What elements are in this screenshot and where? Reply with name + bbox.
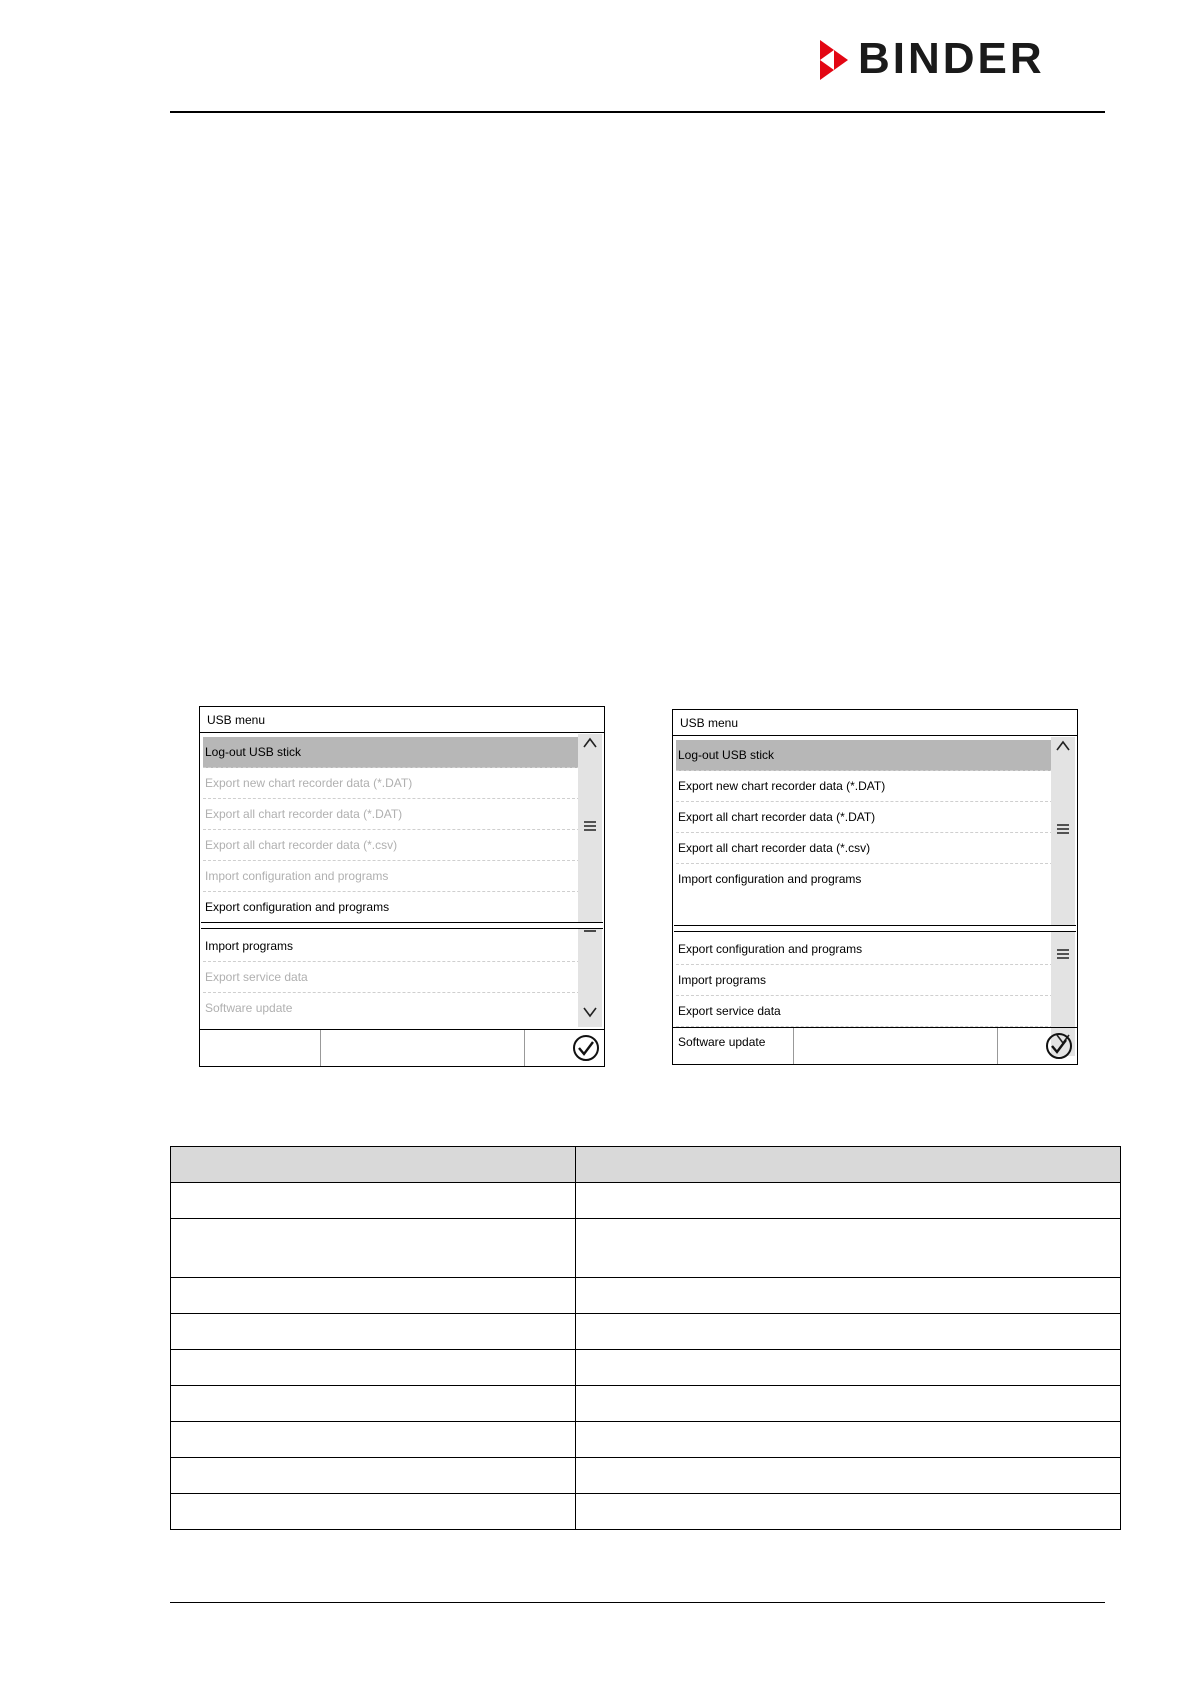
scrollbar[interactable] [578, 929, 602, 1027]
chevron-up-icon[interactable] [1051, 739, 1075, 757]
table-header-cell [576, 1147, 1121, 1183]
screen-button-bar [673, 1027, 1077, 1064]
menu-item[interactable]: Log-out USB stick [203, 737, 580, 768]
menu-item: Software update [205, 1001, 293, 1015]
menu-list-lower [201, 928, 603, 1027]
scroll-handle-icon[interactable] [1051, 946, 1075, 964]
menu-item[interactable]: Export configuration and programs [676, 934, 1053, 965]
screen-title: USB menu [673, 710, 1077, 736]
screen-title: USB menu [200, 707, 604, 733]
menu-item: Export all chart recorder data (*.csv) [203, 830, 580, 861]
usb-functions-table [170, 1146, 1121, 1530]
menu-list-upper [201, 734, 603, 923]
table-row [171, 1422, 1121, 1458]
table-row [171, 1278, 1121, 1314]
table-row [171, 1350, 1121, 1386]
usb-menu-screen-right [672, 709, 1078, 1065]
header-rule [170, 111, 1105, 113]
table-row [171, 1458, 1121, 1494]
scroll-handle-icon[interactable] [578, 923, 602, 941]
screen-button-bar [200, 1029, 604, 1066]
menu-item[interactable]: Export service data [676, 996, 1053, 1027]
binder-logo [818, 34, 1106, 83]
check-circle-icon[interactable] [572, 1034, 600, 1062]
check-circle-icon[interactable] [1045, 1032, 1073, 1060]
scrollbar[interactable] [578, 734, 602, 922]
menu-item: Export service data [203, 962, 580, 993]
menu-item[interactable]: Import programs [676, 965, 1053, 996]
menu-item: Export all chart recorder data (*.DAT) [203, 799, 580, 830]
menu-list-upper [674, 737, 1076, 926]
menu-item: Export new chart recorder data (*.DAT) [203, 768, 580, 799]
menu-item: Import configuration and programs [203, 861, 580, 892]
scrollbar[interactable] [1051, 737, 1075, 925]
table-header-row [171, 1147, 1121, 1183]
table-row [171, 1386, 1121, 1422]
table-header-cell [171, 1147, 576, 1183]
menu-item[interactable]: Export all chart recorder data (*.DAT) [676, 802, 1053, 833]
binder-logo-mark [818, 40, 852, 80]
binder-logo-text: BINDER [858, 34, 1045, 83]
chevron-up-icon[interactable] [578, 736, 602, 754]
menu-item[interactable]: Export configuration and programs [205, 900, 390, 914]
usb-menu-screen-left [199, 706, 605, 1067]
menu-item[interactable]: Software update [678, 1035, 766, 1049]
chevron-down-icon[interactable] [578, 1005, 602, 1023]
menu-item[interactable]: Import programs [203, 931, 580, 962]
table-row [171, 1219, 1121, 1278]
scroll-handle-icon[interactable] [1051, 821, 1075, 839]
footer-rule [170, 1602, 1105, 1603]
table-row [171, 1314, 1121, 1350]
menu-item[interactable]: Export new chart recorder data (*.DAT) [676, 771, 1053, 802]
scroll-handle-icon[interactable] [578, 818, 602, 836]
menu-item[interactable]: Import configuration and programs [678, 872, 862, 886]
table-row [171, 1183, 1121, 1219]
menu-item[interactable]: Export all chart recorder data (*.csv) [676, 833, 1053, 864]
menu-item[interactable]: Log-out USB stick [676, 740, 1053, 771]
table-row [171, 1494, 1121, 1530]
